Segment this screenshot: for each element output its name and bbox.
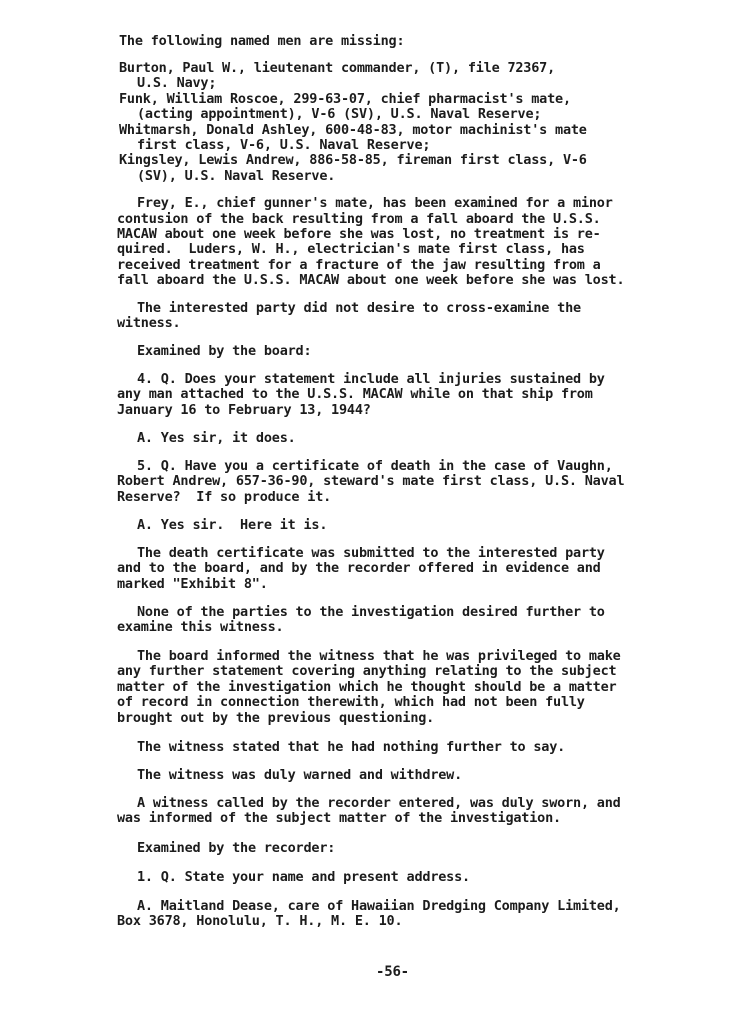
missing-list-line: Burton, Paul W., lieutenant commander, (T), file 72367, (119, 60, 556, 76)
missing-list-line: first class, V-6, U.S. Naval Reserve; (137, 137, 431, 153)
question-5-line: 5. Q. Have you a certificate of death in the case of Vaughn, (137, 458, 613, 474)
missing-list-line: Kingsley, Lewis Andrew, 886-58-85, fireman first class, V-6 (119, 152, 587, 168)
question-1: 1. Q. State your name and present address. (137, 869, 470, 885)
question-5-line: Robert Andrew, 657-36-90, steward's mate first class, U.S. Naval (117, 473, 625, 489)
no-cross-exam-line: witness. (117, 315, 181, 331)
witness-warned: The witness was duly warned and withdrew. (137, 767, 463, 783)
answer-1-line: Box 3678, Honolulu, T. H., M. E. 10. (117, 913, 403, 929)
examined-by-recorder-heading: Examined by the recorder: (137, 840, 336, 856)
answer-1-line: A. Maitland Dease, care of Hawaiian Dredging Company Limited, (137, 898, 621, 914)
board-informed-line: any further statement covering anything relating to the subject (117, 663, 617, 679)
missing-list-line: Funk, William Roscoe, 299-63-07, chief pharmacist's mate, (119, 91, 571, 107)
board-informed-line: brought out by the previous questioning. (117, 710, 435, 726)
question-5-line: Reserve? If so produce it. (117, 489, 332, 505)
board-informed-line: The board informed the witness that he was privileged to make (137, 648, 621, 664)
missing-list-line: (SV), U.S. Naval Reserve. (137, 168, 336, 184)
injury-paragraph-line: Frey, E., chief gunner's mate, has been examined for a minor (137, 195, 613, 211)
missing-list-line: Whitmarsh, Donald Ashley, 600-48-83, motor machinist's mate (119, 122, 587, 138)
injury-paragraph-line: received treatment for a fracture of the jaw resulting from a (117, 257, 601, 273)
question-4-line: any man attached to the U.S.S. MACAW while on that ship from (117, 386, 593, 402)
death-certificate-line: The death certificate was submitted to the interested party (137, 545, 605, 561)
board-informed-line: of record in connection therewith, which had not been fully (117, 694, 585, 710)
board-informed-line: matter of the investigation which he thought should be a matter (117, 679, 617, 695)
question-4-line: 4. Q. Does your statement include all injuries sustained by (137, 371, 605, 387)
no-cross-exam-line: The interested party did not desire to cross-examine the (137, 300, 581, 316)
death-certificate-line: and to the board, and by the recorder offered in evidence and (117, 560, 601, 576)
none-parties-line: None of the parties to the investigation desired further to (137, 604, 605, 620)
missing-list-line: (acting appointment), V-6 (SV), U.S. Naval Reserve; (137, 106, 542, 122)
injury-paragraph-line: MACAW about one week before she was lost, no treatment is re- (117, 226, 601, 242)
examined-by-board-heading: Examined by the board: (137, 343, 312, 359)
question-4-line: January 16 to February 13, 1944? (117, 402, 371, 418)
answer-4: A. Yes sir, it does. (137, 430, 296, 446)
witness-stated: The witness stated that he had nothing further to say. (137, 739, 566, 755)
new-witness-line: was informed of the subject matter of the investigation. (117, 810, 561, 826)
new-witness-line: A witness called by the recorder entered, was duly sworn, and (137, 795, 621, 811)
injury-paragraph-line: contusion of the back resulting from a fall aboard the U.S.S. (117, 211, 601, 227)
injury-paragraph-line: fall aboard the U.S.S. MACAW about one week before she was lost. (117, 272, 625, 288)
missing-list-line: U.S. Navy; (137, 75, 217, 91)
injury-paragraph-line: quired. Luders, W. H., electrician's mate first class, has (117, 241, 585, 257)
death-certificate-line: marked "Exhibit 8". (117, 576, 268, 592)
none-parties-line: examine this witness. (117, 619, 284, 635)
missing-heading: The following named men are missing: (119, 33, 405, 49)
page-number: -56- (376, 964, 409, 980)
answer-5: A. Yes sir. Here it is. (137, 517, 328, 533)
